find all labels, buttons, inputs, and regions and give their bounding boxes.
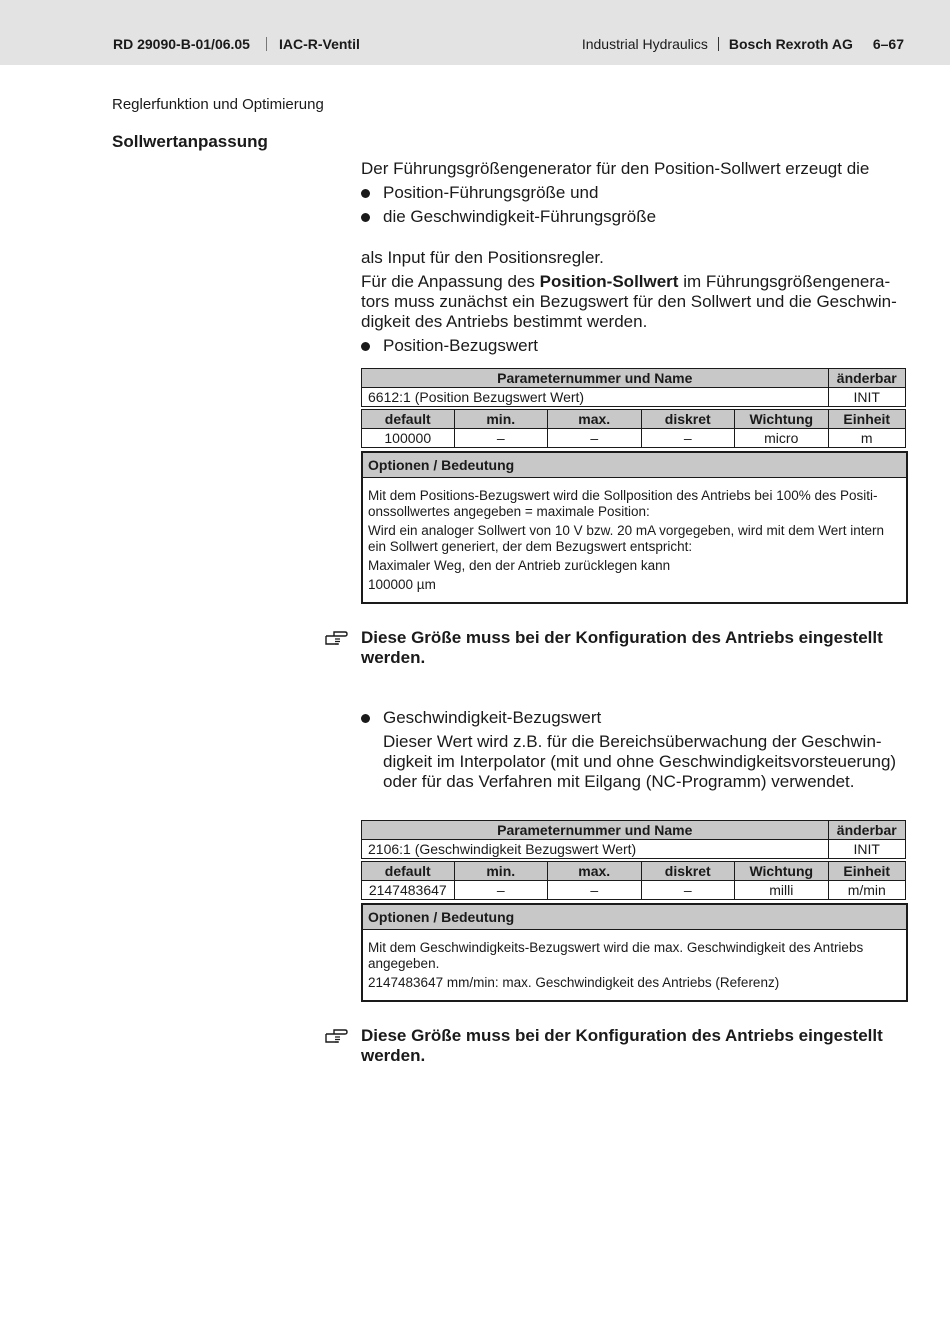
header-right — [582, 36, 904, 52]
options-box — [361, 451, 908, 604]
options-header: Optionen / Bedeutung — [363, 905, 906, 930]
bullet-speed — [361, 708, 905, 792]
changeable-header: änderbar — [828, 821, 905, 840]
division: Industrial Hydraulics — [581, 36, 708, 52]
speed-description: Dieser Wert wird z.B. für die Bereichsüberwachung der Geschwin-digkeit im Interpolator (mit und ohne Geschwindigkeitsvorsteuerung) oder für das Verfahren mit Eilgang (NC-Programm) verwendet. — [383, 732, 897, 791]
options-body: Mit dem Geschwindigkeits-Bezugswert wird die max. Geschwindigkeit des Antriebs angegeben. 2147483647 mm/min: max. Geschwindigkeit des Antriebs (Referenz) — [368, 940, 864, 990]
list-item: die Geschwindigkeit-Führungsgröße — [361, 207, 905, 227]
page-header — [0, 0, 950, 65]
param-table — [361, 368, 906, 448]
col-min: min. — [454, 862, 548, 881]
col-default: default — [362, 410, 455, 429]
doc-id: RD 29090-B-01/06.05 — [113, 36, 250, 52]
bullet-position — [361, 336, 905, 356]
section-label: Reglerfunktion und Optimierung — [112, 96, 324, 113]
company: Bosch Rexroth AG — [728, 36, 853, 52]
intro-block — [361, 159, 905, 227]
changeable-value: INIT — [828, 388, 905, 407]
param-name: 6612:1 (Position Bezugswert Wert) — [362, 388, 829, 407]
header-left — [113, 36, 360, 52]
options-header: Optionen / Bedeutung — [363, 453, 906, 478]
list-item: Position-Führungsgröße und — [361, 183, 905, 203]
col-unit: Einheit — [828, 862, 905, 881]
col-min: min. — [454, 410, 548, 429]
adjust-paragraph: Für die Anpassung des Position-Sollwert im Führungsgrößengenera-tors muss zunächst ein Bezugswert für den Sollwert und die Geschwin-digkeit des Antriebs bestimmt werden. — [361, 272, 897, 331]
product-name: IAC-R-Ventil — [278, 36, 360, 52]
options-box — [361, 903, 908, 1002]
options-body: Mit dem Positions-Bezugswert wird die Sollposition des Antriebs bei 100% des Positi-onssollwertes angegeben = maximale Position: Wird ein analoger Sollwert von 10 V bzw. 20 mA vorgegeben, wird mit dem Wert intern ein Sollwert generiert, der dem Bezugswert entspricht: Maximaler Weg, den der Antrieb zurücklegen kann 100000 µm — [368, 488, 884, 592]
param-header: Parameternummer und Name — [362, 821, 829, 840]
note-2: Diese Größe muss bei der Konfiguration des Antriebs eingestellt werden. — [325, 1026, 905, 1066]
col-unit: Einheit — [828, 410, 905, 429]
pointing-hand-icon — [325, 630, 349, 646]
parameter-table-1 — [361, 368, 905, 604]
list-item: Geschwindigkeit-Bezugswert — [361, 708, 905, 728]
table-row: 100000 – – – micro m — [362, 429, 906, 448]
changeable-value: INIT — [828, 840, 905, 859]
table-row: 2147483647 – – – milli m/min — [362, 881, 906, 900]
param-name: 2106:1 (Geschwindigkeit Bezugswert Wert) — [362, 840, 829, 859]
section-title: Sollwertanpassung — [112, 132, 268, 151]
param-header: Parameternummer und Name — [362, 369, 829, 388]
col-weighting: Wichtung — [735, 410, 829, 429]
intro-text: Der Führungsgrößengenerator für den Position-Sollwert erzeugt die — [361, 159, 870, 178]
page-number: 6–67 — [872, 36, 904, 52]
param-table — [361, 820, 906, 900]
note-1: Diese Größe muss bei der Konfiguration des Antriebs eingestellt werden. — [325, 628, 905, 668]
input-line: als Input für den Positionsregler. — [361, 248, 604, 267]
list-item: Position-Bezugswert — [361, 336, 905, 356]
col-max: max. — [548, 862, 642, 881]
col-weighting: Wichtung — [735, 862, 829, 881]
pointing-hand-icon — [325, 1028, 349, 1044]
col-default: default — [362, 862, 455, 881]
col-discrete: diskret — [641, 862, 735, 881]
changeable-header: änderbar — [828, 369, 905, 388]
col-max: max. — [548, 410, 642, 429]
parameter-table-2 — [361, 820, 905, 1002]
col-discrete: diskret — [641, 410, 735, 429]
